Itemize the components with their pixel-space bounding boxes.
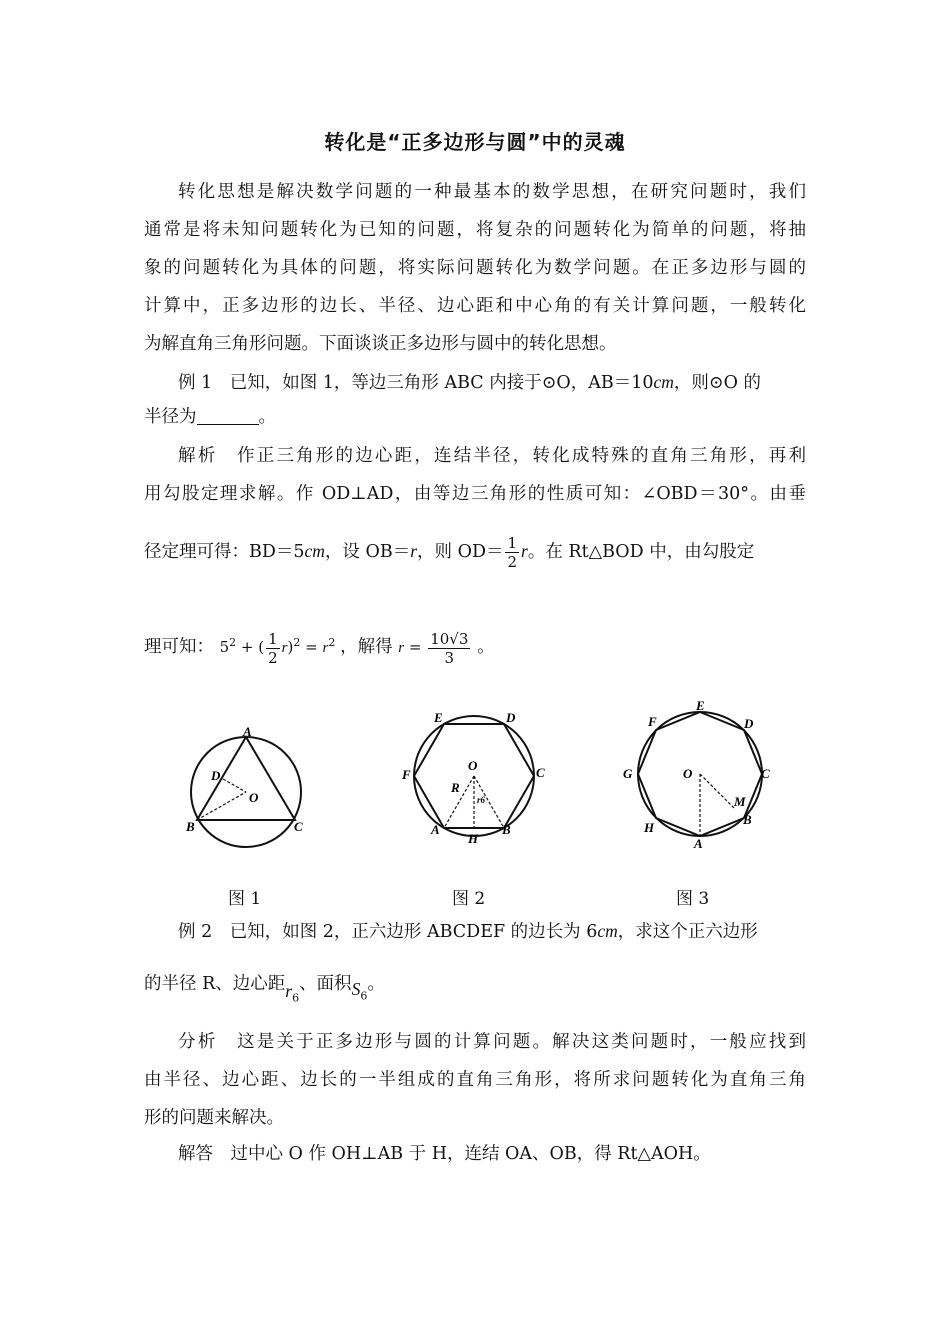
example2-line-1: 例 2 已知，如图 2，正六边形 ABCDEF 的边长为 6cm，求这个正六边形 bbox=[178, 921, 758, 942]
analysis1-line-1: 解析 作正三角形的边心距，连结半径，转化成特殊的直角三角形，再利 bbox=[178, 446, 806, 466]
fraction-half: $\frac{1}{2}$ bbox=[507, 534, 518, 571]
answer-line-1: 解答 过中心 O 作 OH⊥AB 于 H，连结 OA、OB，得 Rt△AOH。 bbox=[178, 1144, 711, 1164]
fig2-label-r6: r6 bbox=[477, 795, 486, 805]
intro-line-5: 为解直角三角形问题。下面谈谈正多边形与圆中的转化思想。 bbox=[144, 334, 617, 354]
analysis2-line-2: 由半径、边心距、边长的一半组成的直角三角形，将所求问题转化为直角三角 bbox=[144, 1070, 806, 1090]
fig2-label-r: R bbox=[451, 780, 460, 795]
fig1-label-o: O bbox=[249, 790, 259, 805]
intro-line-1: 转化思想是解决数学问题的一种最基本的数学思想，在研究问题时，我们 bbox=[178, 182, 806, 202]
analysis1-line-3: 径定理可得：BD＝5cm，设 OB＝r，则 OD＝ $\frac{1}{2}$ r。在 Rt△BOD 中，由勾股定 bbox=[144, 534, 755, 571]
fig1-label-a: A bbox=[243, 724, 252, 739]
fig3-label-m: M bbox=[734, 794, 746, 809]
fig2-label-h: H bbox=[468, 831, 479, 846]
fig3-label-f: F bbox=[648, 714, 657, 729]
figure-3-caption: 图 3 bbox=[676, 889, 710, 909]
fig3-label-e: E bbox=[696, 698, 705, 713]
area-symbol: $S_6$ bbox=[351, 979, 368, 1003]
fig3-label-c: C bbox=[761, 766, 770, 781]
fig2-label-f: F bbox=[402, 767, 411, 782]
fig3-label-h: H bbox=[644, 820, 655, 835]
analysis1-line-4: 理可知： $5^2$ + ( $\frac{1}{2}$ $r)^2 = r^2$ ，解得 r = $\frac{10√3}{3}$ 。 bbox=[144, 629, 495, 667]
fig1-label-d: D bbox=[211, 768, 221, 783]
example1-line-2: 半径为 。 bbox=[144, 407, 276, 427]
figure-1-triangle-in-circle bbox=[178, 718, 318, 848]
fig3-label-o: O bbox=[683, 766, 693, 781]
fig2-label-o: O bbox=[468, 758, 478, 773]
example1-line-1: 例 1 已知，如图 1，等边三角形 ABC 内接于⊙O，AB＝10cm，则⊙O 的 bbox=[178, 372, 761, 393]
analysis2-line-3: 形的问题来解决。 bbox=[144, 1108, 284, 1128]
fig3-label-d: D bbox=[744, 716, 754, 731]
analysis1-line-2: 用勾股定理求解。作 OD⊥AD，由等边三角形的性质可知：∠OBD＝30°。由垂 bbox=[144, 484, 806, 504]
fig2-label-e: E bbox=[434, 710, 443, 725]
figure-2-caption: 图 2 bbox=[452, 889, 486, 909]
pythagoras-equation: $5^2$ + ( $\frac{1}{2}$ $r)^2 = r^2$ bbox=[219, 629, 336, 667]
analysis2-line-1: 分析 这是关于正多边形与圆的计算问题。解决这类问题时，一般应找到 bbox=[178, 1032, 806, 1052]
page-title: 转化是“正多边形与圆”中的灵魂 bbox=[324, 130, 626, 154]
figure-1-caption: 图 1 bbox=[228, 889, 262, 909]
fig3-label-b: B bbox=[743, 812, 752, 827]
figure-3-octagon-in-circle bbox=[620, 696, 780, 856]
intro-line-4: 计算中，正多边形的边长、半径、边心距和中心角的有关计算问题，一般转化 bbox=[144, 296, 806, 316]
answer-blank[interactable] bbox=[197, 406, 259, 425]
intro-line-3: 象的问题转化为具体的问题，将实际问题转化为数学问题。在正多边形与圆的 bbox=[144, 258, 806, 278]
fig2-label-d: D bbox=[506, 710, 516, 725]
fig3-label-g: G bbox=[623, 766, 633, 781]
fig3-radius-om bbox=[700, 774, 734, 808]
intro-line-2: 通常是将未知问题转化为已知的问题，将复杂的问题转化为简单的问题，将抽 bbox=[144, 220, 806, 240]
fig1-apothem-od bbox=[223, 779, 246, 792]
fig2-label-b: B bbox=[502, 822, 511, 837]
fig1-label-b: B bbox=[186, 819, 195, 834]
fig1-label-c: C bbox=[294, 819, 303, 834]
figure-2-hexagon-in-circle bbox=[398, 706, 553, 851]
fig2-label-c: C bbox=[536, 765, 545, 780]
fig2-label-a: A bbox=[431, 822, 440, 837]
example2-line-2: 的半径 R、边心距$r_6$、面积$S_6$。 bbox=[144, 974, 385, 1005]
result-equation: r = $\frac{10√3}{3}$ bbox=[398, 629, 469, 667]
apothem-symbol: $r_6$ bbox=[285, 981, 300, 1005]
fig3-label-a: A bbox=[694, 836, 703, 851]
